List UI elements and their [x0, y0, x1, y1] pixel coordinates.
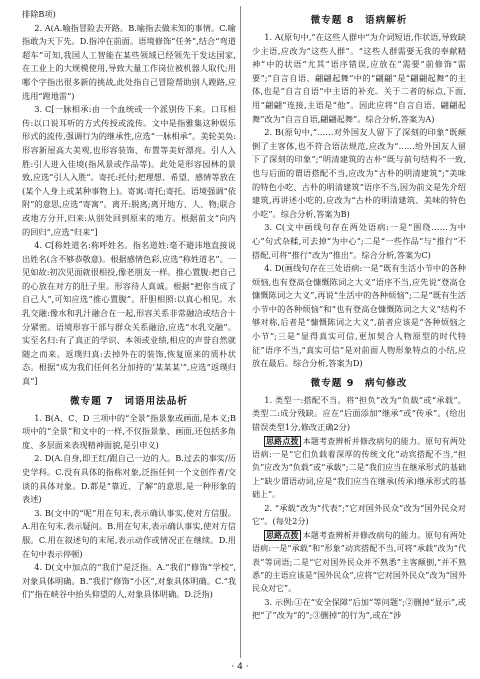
answer-item: 3. B(文中的“呢”用在句末,表示确认事实,使对方信服。A.用在句末,表示疑问。B.用在句末,表示确认事实,使对方信服。C.用在叙述句的末尾,表示动作或情况正在继续。D.用在句中表示停顿) — [22, 507, 236, 559]
tip-paragraph — [252, 435, 466, 502]
answer-item: 4. C[称姓道名:称呼姓名。指名道姓:毫不避讳地直接说出姓名(含不够恭敬意)。根据感情色彩,应选“称姓道名”。一见如故:初次见面就很相投,像老朋友一样。推心置腹:把自己的心放在对方的肚子里。形容待人真诚。根据“把你当成了自己人”,可知应选“推心置腹”。肝胆相照:以真心相见。水乳交融:像水和乳汁融合在一起,形容关系非常融洽或结合十分紧密。语境形容干部与群众关系融洽,应选“水乳交融”。实至名归:有了真正的学识、本领或业绩,相应的声誉自然就随之而来。返璞归真:去掉外在的装饰,恢复原来的质朴状态。根据“成为我们任何名分加持的‘某某某’”,应选“返璞归真”] — [22, 240, 236, 387]
tip-text: 本题考查辨析并修改病句的能力。原句有两处语病:一是“承载”和“形象”动宾搭配不当,可将“承载”改为“代表”等词语;二是“它对国外民众并不熟悉”主客颠倒,“并不熟悉”的主语应该是“国外民众”,应将“它对国外民众”改为“国外民众对它”。 — [252, 530, 467, 594]
answer-item: 3. 示例:①在“安全保障”后加“等问题”;②删掉“显示”,或把“了”改为“的”;③删掉“的行为”,或在“涉 — [252, 596, 466, 621]
section-heading-8: 微专题 8 语病解析 — [310, 15, 408, 26]
answer-item: 2. A(A.喻指冒险去开路。B.喻指去做未知的事情。C.喻指敢为天下先。D.指冲在前面。语境修饰“任务”,结合“弯道超车”可知,我国人工智能在某些领域已经领先于发达国家,在工业上的大规模使用,导致大量工作岗位被机器人取代;用哪个字指出很多新的挑战,此处指自己冒险帮助别人蹚路,应选用“蹚地雷”) — [22, 22, 236, 101]
right-column — [252, 8, 466, 623]
answer-item: 1. 类型一:搭配不当。将“担负”改为“负载”或“承载”。类型二:成分残缺。应在“后面添加“继承”或“传承”。(给出错误类型1分,修改正确2分) — [252, 394, 466, 433]
answer-item: 4. D(文中加点的“我们”是泛指。A.“我们”修饰“学校”,对象具体明确。B.“我们”修饰“小区”,对象具体明确。C.“我们”指在峡谷中抬头仰望的人,对象具体明确。D.泛指) — [22, 562, 236, 600]
answer-continuation: 排除B项) — [22, 9, 56, 19]
tip-text: 本题考查辨析并修改病句的能力。原句有两处语病:一是“它们负载着深厚的传统文化”动宾搭配不当,“担负”应改为“负载”或“承载”;二是“我们应当在继承形式的基础上”缺少谓语动词,应是“我们应当在继承(传承)继承形式的基础上”。 — [252, 436, 467, 500]
answer-item: 3. C[一脉相承:由一个血统或一个派别传下来。口耳相传:以口说耳听的方式传授或流传。文中是指雅集这种娱乐形式的流传,强调行为的继承性,应选“一脉相承”。美轮美奂:形容新屋高大美观,也形容装饰、布置等美好漂亮。引人入胜:引人进入佳境(指风景或作品等)。此处是形容园林的景致,应选“引人入胜”。寄托:托付;把理想、希望、感情等放在(某个人身上或某种事物上)。寄寓:寄托;寄托。语境强调“依附”的意思,应选“寄寓”。离开:脱离;离开地方、人、物;联合或地方分开,归来:从别处回到原来的地方。根据前文“向内的回归”,应选“归来”] — [22, 104, 236, 237]
left-column — [22, 8, 236, 602]
tip-tag: 思路点拨 — [266, 530, 299, 540]
section-heading-7: 微专题 7 词语用法品析 — [70, 395, 188, 407]
column-divider — [240, 6, 241, 658]
answer-item: 2. D(A.自身,即王红/跟自己一边的人。B.过去的事实/历史学科。C.没有具体的指称对象,泛指任何一个文创作者/交谈的具体对象。D.都是“靠近、了解”的意思,是一种形象的表述) — [22, 453, 236, 505]
page-number: · 4 · — [231, 662, 249, 672]
answer-item: 1. A(原句中,“在这些人群中”为介词短语,作状语,导致缺少主语,应改为“这些人群”。“这些人群需要无我的奉献精神”中的状语“尤其”语序错误,应放在“需要”前修饰“需要”;“自言自语、翩翩起舞”中的“翩翩”是“翩翩起舞”的主体,也是“自言自语”中主语的补充。关于二者的标点,下面,用“翩翩”连接,主语是“他”。因此应将“自言自语、翩翩起舞”改为“自言自语,翩翩起舞”。综合分析,答案为A) — [252, 32, 466, 124]
section-heading-9: 微专题 9 病句修改 — [310, 377, 408, 389]
answer-item: 4. D(画线句存在三处语病:一是“既有生活小节中的各种烦恼,也有登高仓慷慨陈词之大义”语序不当,应先说“登高仓慷慨陈词之大义”,再说“生活中的各种烦恼”;二是“既有生活小节中的各种烦恼”和“也有登高仓慷慨陈词之大义”结构不够对称,后者是“慷慨陈词之大义”,前者应该是“各种烦恼之小节”;三是“显得真实可信,更加契合人物原型的时代特征”语序不当,“真实可信”是对前面人物形象特点的小结,应放在最后。综合分析,答案为D) — [252, 263, 466, 369]
answer-item: 3. C(文中画线句存在两处语病:一是“围绕……为中心”句式杂糅,可去掉“为中心”;二是“一些作品”与“推行”不搭配,可将“推行”改为“推出”。综合分析,答案为C) — [252, 222, 466, 260]
tip-paragraph — [252, 529, 466, 596]
answer-item: 2. B(原句中,“……对外国友人留下了深刻的印象”既颠倒了主客体,也不符合语法规范,应改为“……给外国友人留下了深刻的印象”;“明清建筑的古朴”既与前句结构不一致,也与后面的谓语搭配不当,应改为“古朴的明清建筑”;“美味的特色小吃、古朴的明清建筑”语序不当,因为前文是先介绍建筑,再讲述小吃的,应改为“古朴的明清建筑、美味的特色小吃”。综合分析,答案为B) — [252, 127, 466, 219]
answer-item: 2. “承载”改为“代表”;“它对国外民众”改为“国外民众对它”。(每处2分) — [252, 502, 466, 527]
answer-item: 1. B(A、C、D 三项中的“全景”指景象或画面,是本义;B项中的“全景”和文中的一样,不仅指景象、画面,还包括多角度、多层面来表现精神面貌,是引申义) — [22, 412, 236, 450]
tip-tag: 思路点拨 — [266, 436, 299, 446]
